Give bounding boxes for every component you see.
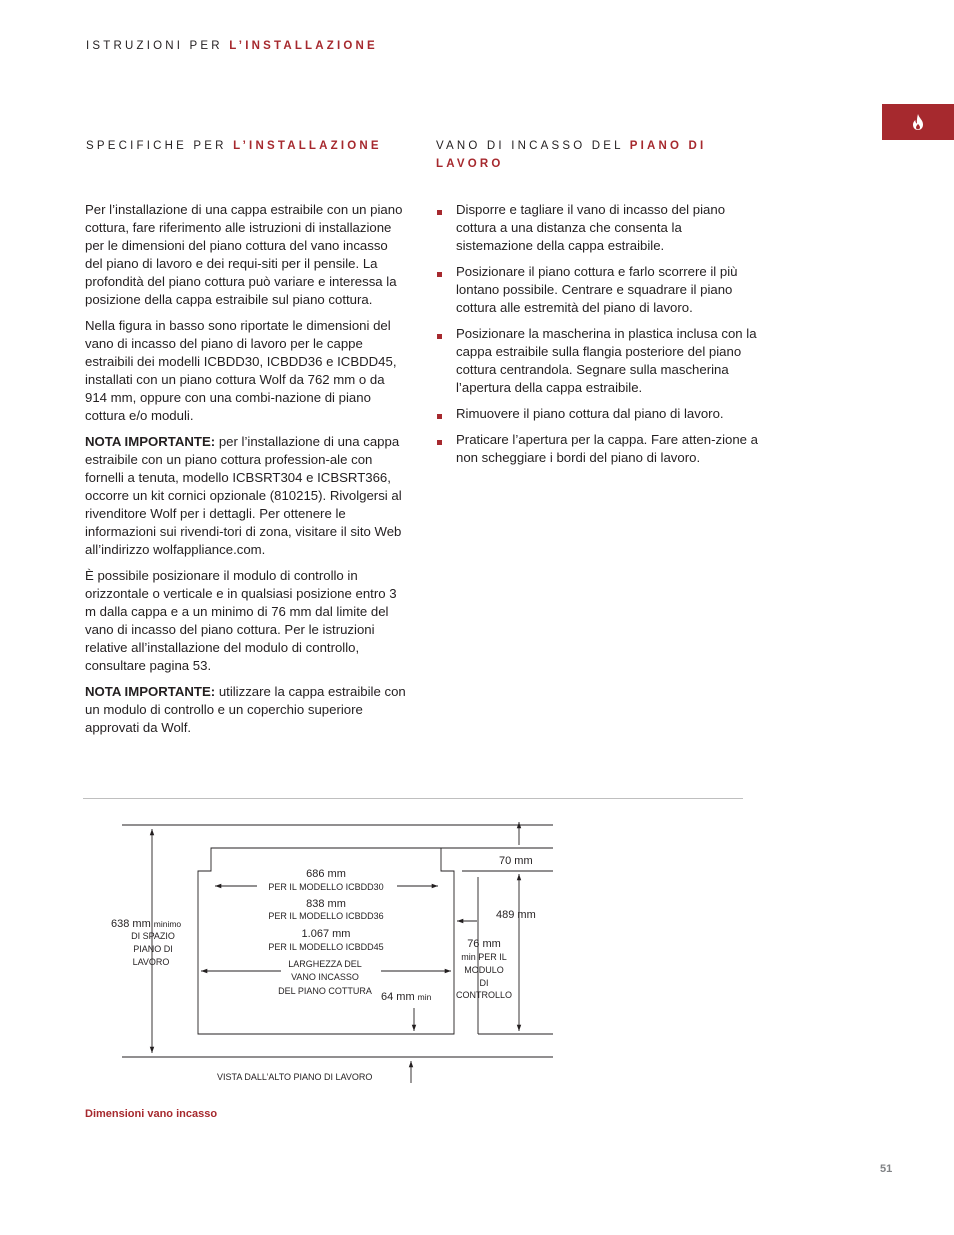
- specs-paragraph-1: Per l’installazione di una cappa estraibile con un piano cottura, fare riferimento alle istruzioni di installazione per le dimensioni del piano cottura del vano incasso del piano di lavoro e dei requi-siti per il pensile. La profondità del piano cottura può variare e interessa la posizione della cappa estraibile sul piano cottura.: [85, 202, 403, 307]
- specs-paragraph-4: È possibile posizionare il modulo di controllo in orizzontale o verticale e in qualsiasi posizione entro 3 m dalla cappa e a un minimo di 76 mm dal limite del vano di incasso del piano cottura. Per le istruzioni relative all’installazione del modulo di controllo, consultare pagina 53.: [85, 568, 397, 673]
- control-module-line-2: MODULO: [464, 965, 504, 975]
- section-divider: [83, 798, 743, 799]
- note-2-text: utilizzare la cappa estraibile con un modulo di controllo e un coperchio superiore approvati da Wolf.: [85, 684, 406, 735]
- width-30-label: PER IL MODELLO ICBDD30: [268, 882, 384, 892]
- cutout-depth-label: 489 mm: [496, 909, 536, 921]
- width-45-value: 1.067 mm: [301, 928, 351, 940]
- front-clearance-label: 64 mm min: [381, 991, 432, 1003]
- depth-label: 638 mm minimo: [111, 918, 182, 930]
- installation-specs-title-highlight: L’INSTALLAZIONE: [233, 140, 382, 152]
- installation-specs-title: [86, 137, 406, 155]
- note-1-text: per l’installazione di una cappa estraibile con un piano cottura profession-ale con fornelli a tenuta, modello ICBSRT304 e ICBSRT366, occorre un kit cornici opzionale (810215). Rivolgersi al rivenditore Wolf per i dettagli. Per ottenere le informazioni sui rivendi-tori di zona, visitare il sito Web all’indirizzo wolfappliance.com.: [85, 434, 402, 557]
- cooktop-width-line-1: LARGHEZZA DEL: [288, 959, 362, 969]
- depth-label-line-2: DI SPAZIO: [131, 931, 175, 941]
- installation-specs-title-prefix: SPECIFICHE PER: [86, 140, 234, 152]
- cutout-step: Posizionare la mascherina in plastica inclusa con la cappa estraibile sulla flangia posteriore del piano cottura centrandola. Segnare sulla mascherina l’apertura della cappa estraibile.: [437, 325, 759, 397]
- header-prefix: ISTRUZIONI PER: [86, 40, 230, 52]
- cooktop-width-line-2: VANO INCASSO: [291, 972, 359, 982]
- control-module-line-3: DI: [479, 978, 489, 988]
- back-clearance-label: 70 mm: [499, 855, 533, 867]
- width-45-label: PER IL MODELLO ICBDD45: [268, 942, 384, 952]
- depth-label-line-3: PIANO DI: [133, 944, 173, 954]
- specs-paragraph-2: Nella figura in basso sono riportate le dimensioni del vano di incasso del piano di lavoro per le cappe estraibili dei modelli ICBDD30, ICBDD36 e ICBDD45, installati con un piano cottura Wolf da 762 mm o da 914 mm, oppure con una combi-nazione di piano cottura e/o moduli.: [85, 318, 397, 423]
- cutout-step: Praticare l’apertura per la cappa. Fare atten-zione a non scheggiare i bordi del piano di lavoro.: [437, 431, 759, 467]
- countertop-cutout-title-highlight: PIANO DI LAVORO: [436, 140, 707, 170]
- width-36-label: PER IL MODELLO ICBDD36: [268, 911, 384, 921]
- cutout-step: Disporre e tagliare il vano di incasso del piano cottura a una distanza che consenta la sistemazione della cappa estraibile.: [437, 201, 759, 255]
- flame-icon: [911, 113, 925, 131]
- figure-caption: Dimensioni vano incasso: [85, 1108, 218, 1120]
- cooktop-width-line-3: DEL PIANO COTTURA: [278, 986, 372, 996]
- section-tab: [882, 104, 954, 140]
- width-30-value: 686 mm: [306, 868, 346, 880]
- control-module-line-4: CONTROLLO: [455, 990, 513, 1000]
- page-header: [86, 40, 378, 52]
- control-module-value: 76 mm: [467, 938, 501, 950]
- specs-note-2: [85, 683, 407, 737]
- page-number: 51: [880, 1163, 893, 1175]
- installation-specs-body: [85, 201, 407, 745]
- cooktop-outline: [198, 848, 454, 1034]
- control-module-line-1: min PER IL: [461, 952, 507, 962]
- cutout-steps-list: [437, 201, 759, 475]
- countertop-cutout-title: [436, 137, 756, 173]
- cutout-step: Posizionare il piano cottura e farlo scorrere il più lontano possibile. Centrare e squadrare il piano cottura alle estremità del piano di lavoro.: [437, 263, 759, 317]
- depth-label-line-4: LAVORO: [132, 957, 170, 967]
- header-highlight: L’INSTALLAZIONE: [229, 40, 378, 52]
- specs-note-1: [85, 433, 407, 559]
- width-36-value: 838 mm: [306, 898, 346, 910]
- note-1-label: NOTA IMPORTANTE:: [85, 434, 216, 449]
- cutout-step: Rimuovere il piano cottura dal piano di lavoro.: [437, 405, 759, 423]
- top-view-label: VISTA DALL’ALTO PIANO DI LAVORO: [217, 1072, 373, 1082]
- note-2-label: NOTA IMPORTANTE:: [85, 684, 216, 699]
- countertop-cutout-title-prefix: VANO DI INCASSO DEL: [436, 140, 630, 152]
